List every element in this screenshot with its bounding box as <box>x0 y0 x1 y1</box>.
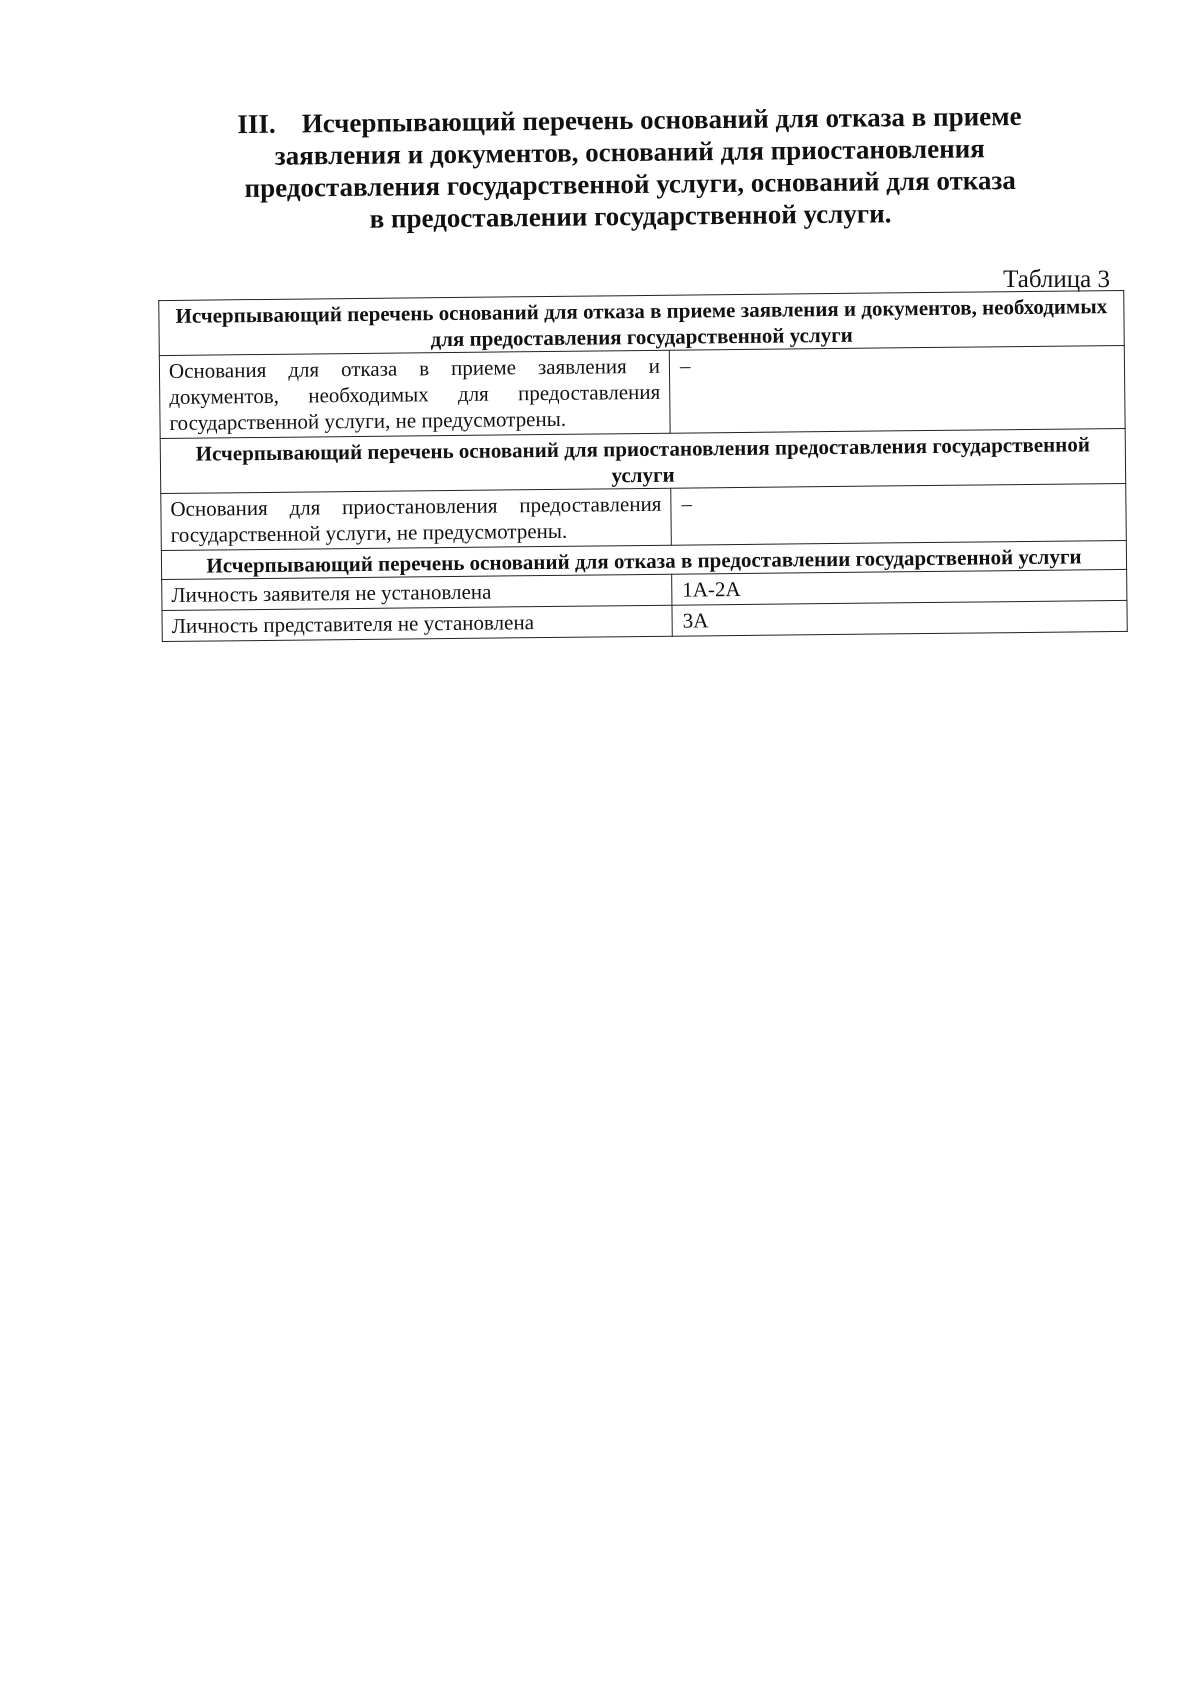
reason-cell: Личность заявителя не установлена <box>162 574 672 610</box>
value-cell: – <box>671 483 1127 545</box>
value-cell: 3А <box>672 600 1127 636</box>
section-title-suspension: Исчерпывающий перечень оснований для приостановления предоставления государственной услуги <box>160 428 1126 493</box>
value-cell: – <box>669 345 1125 433</box>
grounds-table <box>158 290 1128 642</box>
section-heading-line-1-text: Исчерпывающий перечень оснований для отказа в приеме <box>301 100 1022 139</box>
section-heading-line-2: заявления и документов, оснований для приостановления <box>274 133 985 171</box>
reason-cell: Личность представителя не установлена <box>162 605 672 641</box>
reason-cell: Основания для приостановления предоставления государственной услуги, не предусмотрены. <box>161 488 672 550</box>
section-heading <box>179 99 1080 236</box>
table-row <box>161 483 1127 550</box>
table-section-header <box>160 428 1126 493</box>
section-title-refusal-acceptance: Исчерпывающий перечень оснований для отказа в приеме заявления и документов, необходимых для предоставления государственной услуги <box>159 290 1125 355</box>
section-heading-line-3: предоставления государственной услуги, оснований для отказа <box>244 164 1016 204</box>
value-cell: 1А-2А <box>672 569 1127 605</box>
table-section-header <box>159 290 1125 355</box>
table-row <box>159 345 1125 438</box>
table-caption: Таблица 3 <box>1003 266 1110 293</box>
section-title-refusal-service: Исчерпывающий перечень оснований для отказа в предоставлении государственной услуги <box>161 540 1126 579</box>
reason-cell: Основания для отказа в приеме заявления и документов, необходимых для предоставления государственной услуги, не предусмотрены. <box>159 350 670 438</box>
section-numeral: III. <box>237 108 276 140</box>
section-heading-line-4: в предоставлении государственной услуги. <box>369 198 892 234</box>
